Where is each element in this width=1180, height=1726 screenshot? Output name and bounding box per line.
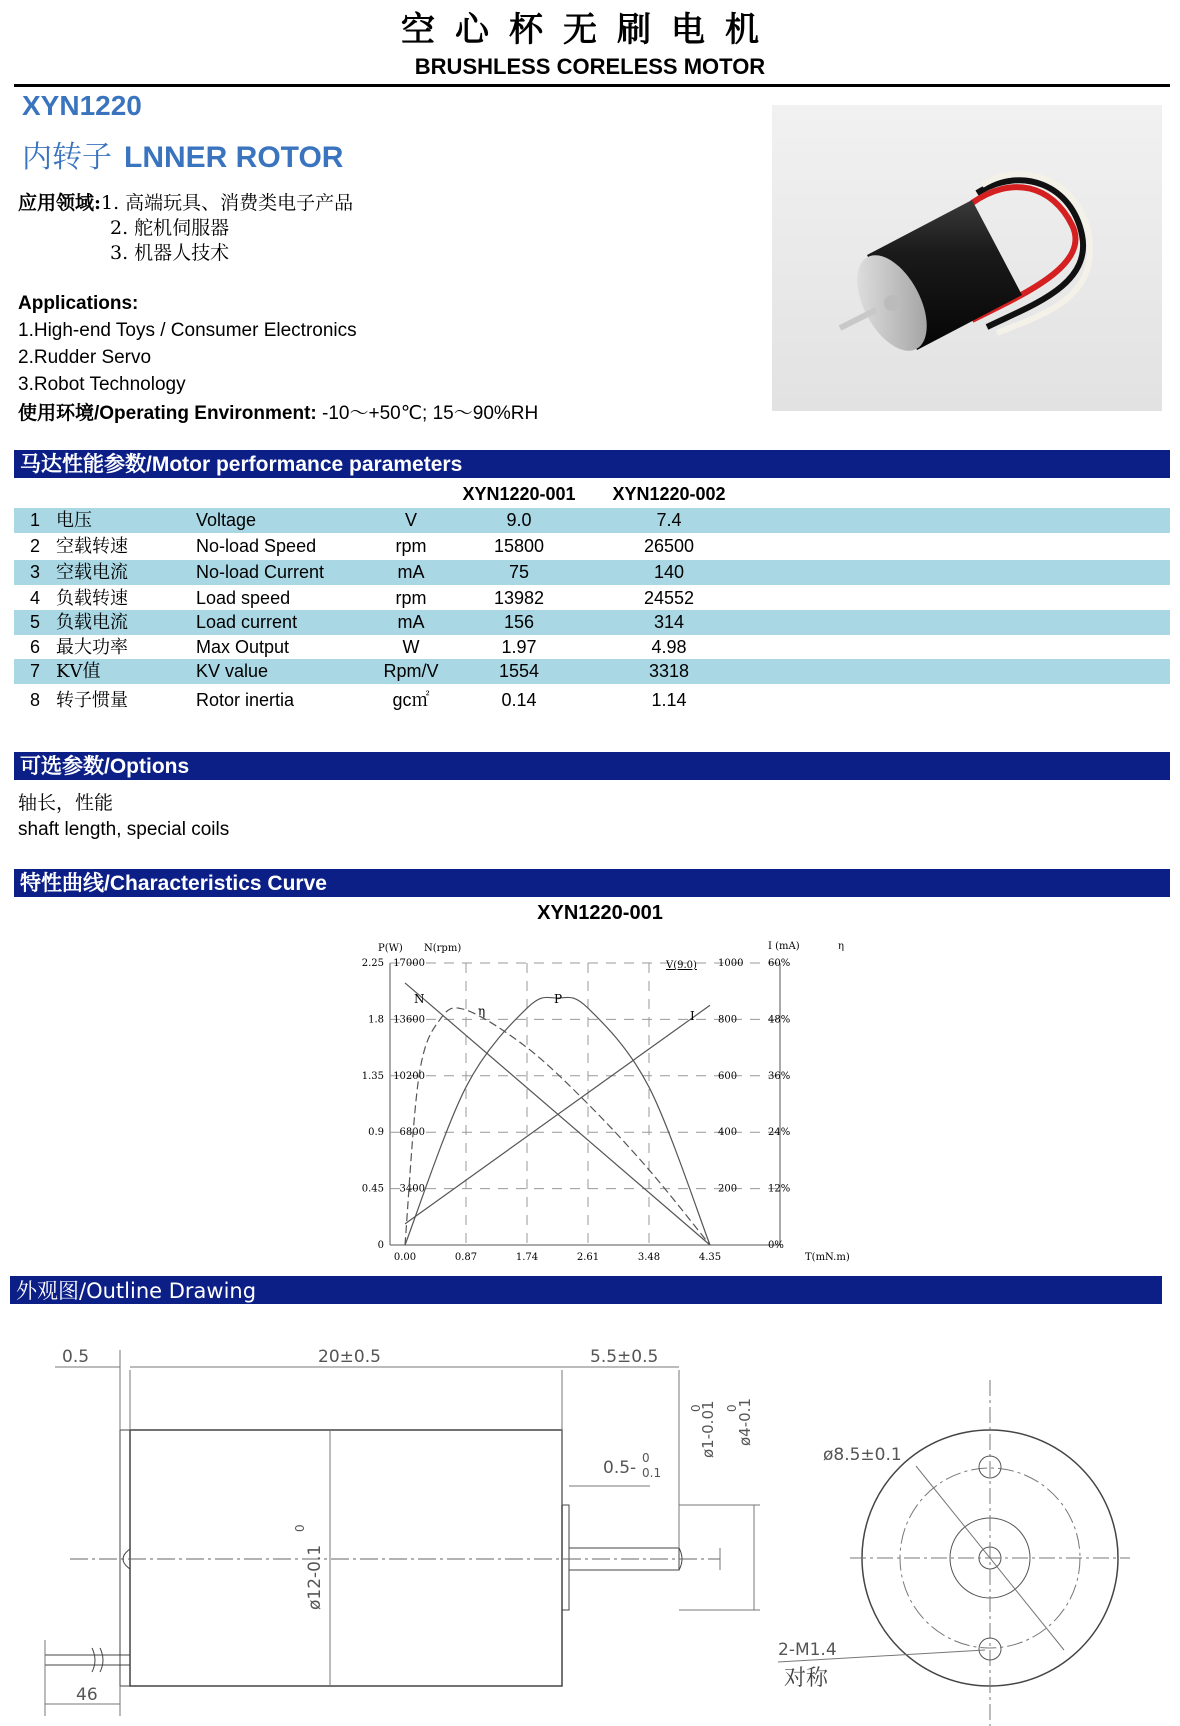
dim-0.5: 0.5 (62, 1347, 90, 1367)
table-row (14, 659, 1170, 684)
row-v2: 140 (653, 562, 685, 582)
i-tick-label: 800 (718, 1014, 738, 1026)
p-tick-label: 1.35 (361, 1070, 384, 1082)
t-axis-ticks (394, 1252, 721, 1263)
eta-tick-label: 24% (768, 1127, 791, 1139)
p-tick-label: 0.9 (368, 1127, 384, 1139)
row-unit: V (404, 510, 417, 530)
eta-tick-label: 12% (768, 1183, 791, 1195)
dim-dia1-tol: 0 (689, 1404, 703, 1412)
app-cn-item-1: 1. 高端玩具、消费类电子产品 (101, 192, 354, 214)
row-v1: 156 (503, 612, 535, 632)
eta-tick-label: 36% (768, 1070, 791, 1082)
row-unit: mA (397, 612, 425, 632)
row-v1: 9.0 (506, 510, 532, 530)
section-bar-performance: 马达性能参数/Motor performance parameters (14, 450, 1170, 478)
p-tick-label: 2.25 (361, 958, 384, 969)
t-tick-label: 0.00 (393, 1252, 417, 1263)
eta-axis-ticks (768, 958, 790, 1251)
row-no: 7 (30, 661, 41, 681)
i-tick-label: 200 (718, 1183, 738, 1195)
header-rule (14, 84, 1170, 87)
table-row (14, 560, 1170, 585)
table-row (14, 688, 1170, 713)
i-tick-label: 400 (718, 1127, 738, 1139)
dim-dia12: ø12-0.1 (305, 1544, 325, 1610)
row-cn: KV值 (56, 661, 101, 682)
row-en: Rotor inertia (196, 690, 295, 710)
series-line-p (405, 997, 710, 1245)
app-en-item-2: 2.Rudder Servo (18, 347, 152, 368)
page-title-en: BRUSHLESS CORELESS MOTOR (414, 54, 766, 79)
voltage-label: V(9.0) (666, 960, 697, 971)
row-unit: rpm (395, 588, 427, 608)
p-tick-label: 0.45 (361, 1183, 384, 1195)
perf-col-001: XYN1220-001 (462, 484, 576, 504)
product-model: XYN1220 (22, 90, 142, 121)
motor-body-outline (130, 1430, 562, 1686)
row-v2: 1.14 (651, 690, 687, 710)
row-en: No-load Speed (196, 536, 317, 556)
applications-cn (18, 191, 353, 266)
axis-t-label: T(mN.m) (805, 1252, 850, 1263)
row-v2: 7.4 (656, 510, 682, 530)
env-label: 使用环境/Operating Environment: (18, 403, 317, 424)
row-v2: 24552 (643, 588, 695, 608)
n-tick-label: 10200 (393, 1070, 425, 1082)
curve-label-n: N (414, 992, 425, 1006)
applications-label-cn: 应用领域: (18, 192, 102, 214)
row-unit: gc㎡ (392, 690, 430, 710)
i-tick-label: 1000 (718, 958, 744, 969)
row-en: No-load Current (196, 562, 325, 582)
page-title-cn: 空心杯无刷电机 (401, 10, 779, 50)
row-cn: 负载转速 (56, 588, 128, 609)
axis-i-label: I (mA) (768, 941, 800, 952)
motor-photo (772, 105, 1162, 411)
curve-label-p: P (554, 992, 563, 1006)
t-tick-label: 1.74 (515, 1252, 539, 1263)
row-cn: 空载转速 (56, 536, 128, 557)
row-unit: W (402, 637, 420, 657)
curve-series (405, 983, 710, 1245)
row-v1: 1.97 (501, 637, 537, 657)
rotor-type-cn: 内转子 (22, 140, 112, 175)
p-tick-label: 1.8 (368, 1014, 384, 1026)
row-cn: 负载电流 (56, 612, 128, 633)
row-v2: 4.98 (651, 637, 687, 657)
n-tick-label: 6800 (399, 1127, 425, 1139)
row-unit: rpm (395, 536, 427, 556)
row-no: 3 (30, 562, 41, 582)
row-no: 5 (30, 612, 41, 632)
dim-shoulder: 0.5- (603, 1458, 637, 1478)
dim-m1.4: 2-M1.4 (778, 1640, 837, 1660)
t-tick-label: 0.87 (454, 1252, 478, 1263)
dim-shoulder-tol-bot: 0.1 (642, 1466, 662, 1480)
section-bar-options: 可选参数/Options (14, 752, 1170, 780)
n-tick-label: 17000 (393, 958, 425, 969)
row-no: 8 (30, 690, 41, 710)
motor-illustration (772, 105, 1162, 411)
eta-tick-label: 0% (768, 1240, 784, 1251)
row-v2: 3318 (648, 661, 690, 681)
series-line-i (405, 1005, 710, 1224)
row-v1: 15800 (493, 536, 545, 556)
row-v2: 26500 (643, 536, 695, 556)
row-unit: mA (397, 562, 425, 582)
curve-label-eta: η (478, 1004, 486, 1018)
t-tick-label: 4.35 (698, 1252, 722, 1263)
chart-title: XYN1220-001 (537, 902, 663, 924)
i-tick-label: 600 (718, 1070, 738, 1082)
row-no: 2 (30, 536, 41, 556)
dim-46: 46 (76, 1685, 98, 1705)
app-en-item-1: 1.High-end Toys / Consumer Electronics (18, 320, 357, 341)
app-cn-item-2: 2. 舵机伺服器 (110, 217, 230, 239)
app-en-item-3: 3.Robot Technology (18, 374, 186, 395)
t-tick-label: 3.48 (637, 1252, 661, 1263)
row-en: Load speed (196, 588, 291, 608)
p-axis-ticks (362, 958, 384, 1251)
options-en: shaft length, special coils (18, 819, 230, 840)
operating-environment (18, 401, 538, 426)
row-v1: 75 (508, 562, 530, 582)
row-v1: 1554 (498, 661, 540, 681)
curve-label-i: I (690, 1009, 695, 1023)
row-no: 1 (30, 510, 41, 530)
dim-dia4-tol: 0 (725, 1404, 739, 1412)
row-v1: 0.14 (501, 690, 537, 710)
axis-n-label: N(rpm) (424, 943, 462, 954)
front-boss (562, 1505, 569, 1610)
row-en: KV value (196, 661, 269, 681)
dim-5.5: 5.5±0.5 (590, 1347, 659, 1367)
row-cn: 最大功率 (56, 637, 128, 658)
section-bar-outline: 外观图/Outline Drawing (10, 1276, 1162, 1304)
app-cn-item-3: 3. 机器人技术 (110, 242, 230, 264)
dim-dia1: ø1-0.01 (699, 1400, 717, 1458)
eta-tick-label: 60% (768, 958, 791, 969)
n-tick-label: 3400 (399, 1183, 425, 1195)
row-cn: 电压 (56, 510, 92, 531)
table-row (14, 635, 1170, 660)
dim-20: 20±0.5 (318, 1347, 381, 1367)
i-axis-ticks (718, 958, 743, 1195)
row-v2: 314 (653, 612, 685, 632)
row-unit: Rpm/V (383, 661, 439, 681)
row-en: Voltage (196, 510, 257, 530)
env-value: -10～+50℃; 15～90%RH (322, 403, 539, 424)
row-cn: 空载电流 (56, 562, 128, 583)
rotor-type (22, 132, 343, 176)
table-row (14, 610, 1170, 635)
dim-dia8.5: ø8.5±0.1 (823, 1445, 902, 1465)
outline-drawing (0, 1310, 1180, 1726)
eta-tick-label: 48% (768, 1014, 791, 1026)
axis-p-label: P(W) (378, 943, 403, 954)
n-tick-label: 13600 (393, 1014, 425, 1026)
options-cn: 轴长，性能 (18, 792, 114, 814)
row-v1: 13982 (493, 588, 545, 608)
table-row (14, 508, 1170, 533)
p-tick-label: 0 (377, 1240, 384, 1251)
characteristics-chart (350, 935, 870, 1270)
applications-label-en: Applications: (18, 293, 139, 314)
section-bar-curve: 特性曲线/Characteristics Curve (14, 869, 1170, 897)
row-en: Load current (196, 612, 298, 632)
perf-col-002: XYN1220-002 (612, 484, 726, 504)
dim-shoulder-tol-top: 0 (642, 1451, 650, 1465)
dim-dia12-tol: 0 (293, 1524, 307, 1532)
table-row (14, 586, 1170, 611)
row-no: 6 (30, 637, 41, 657)
row-en: Max Output (196, 637, 290, 657)
series-line-eta (405, 1008, 710, 1245)
rotor-type-en: LNNER ROTOR (124, 141, 344, 174)
axis-eta-label: η (838, 941, 844, 952)
dim-dia4: ø4-0.1 (736, 1398, 754, 1446)
row-no: 4 (30, 588, 41, 608)
t-tick-label: 2.61 (576, 1252, 600, 1263)
row-cn: 转子惯量 (56, 690, 128, 711)
dim-symmetric: 对称 (784, 1666, 829, 1691)
table-row (14, 534, 1170, 559)
